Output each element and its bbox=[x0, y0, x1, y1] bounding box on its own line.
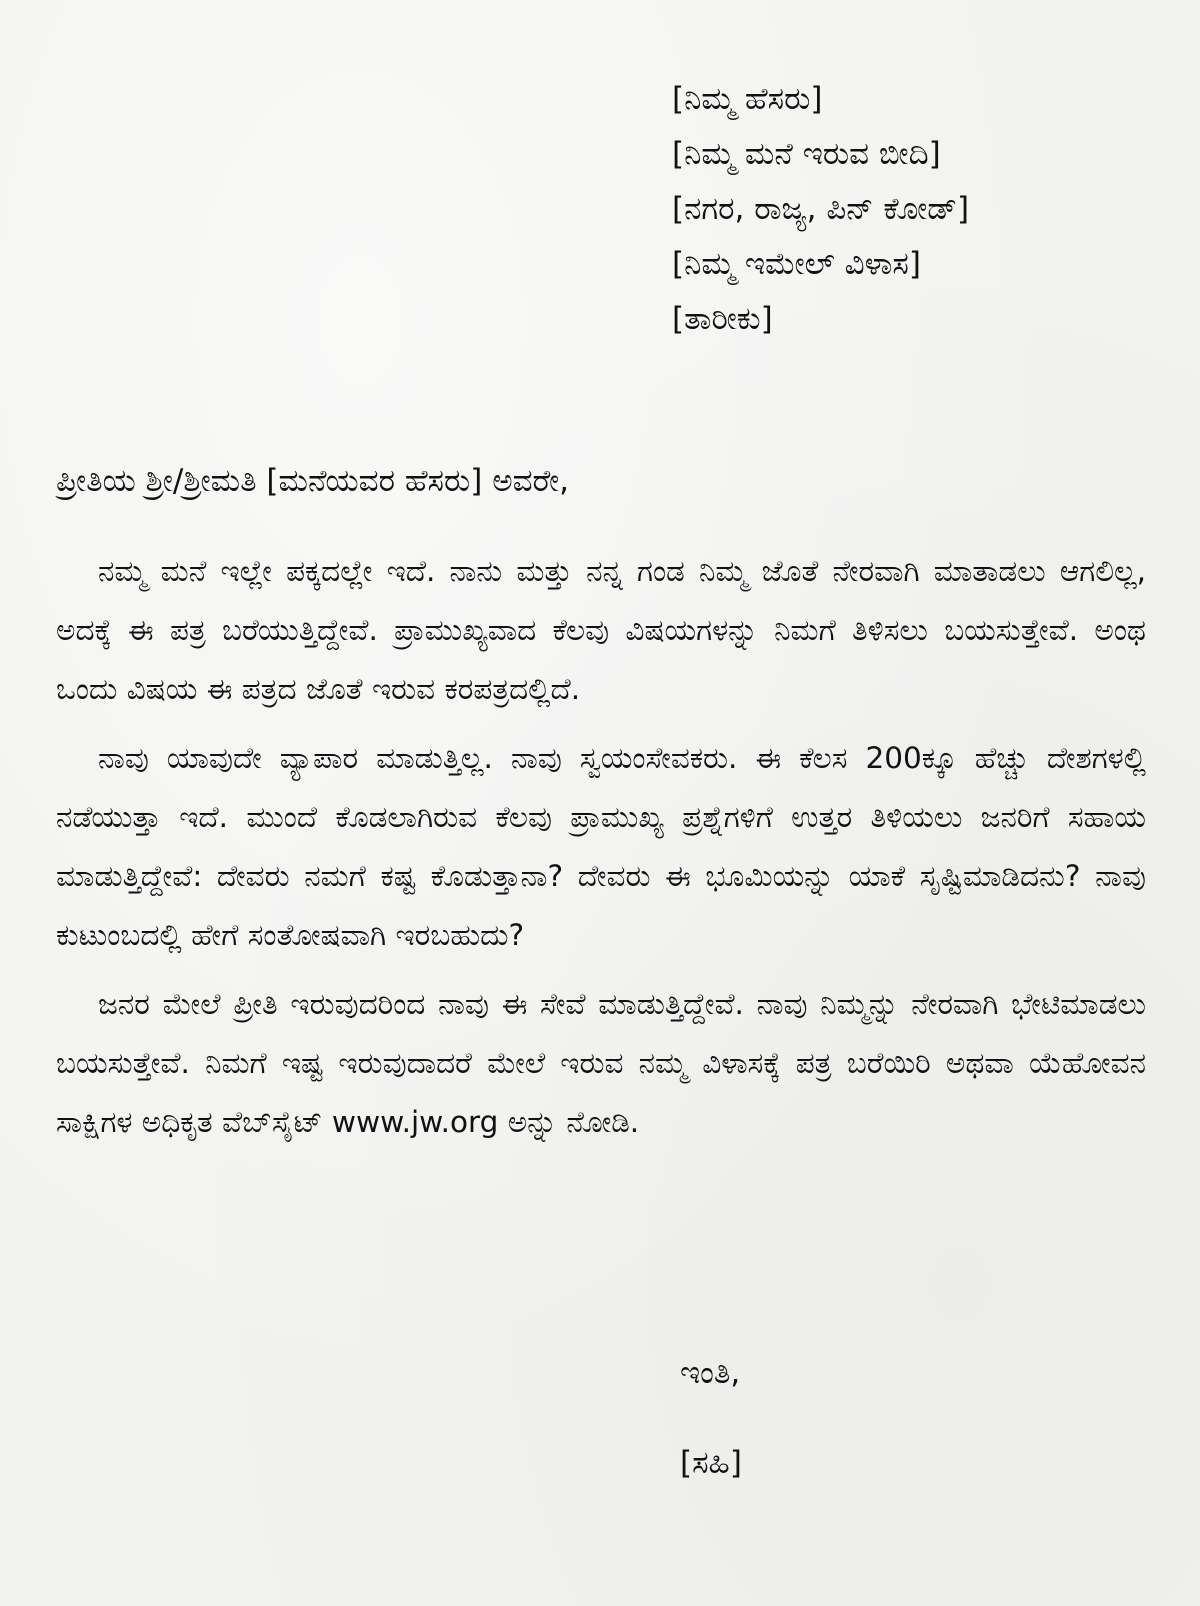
sender-name: [ನಿಮ್ಮ ಹೆಸರು] bbox=[672, 81, 823, 117]
signature-placeholder: [ಸಹಿ] bbox=[680, 1445, 742, 1481]
sender-street: [ನಿಮ್ಮ ಮನೆ ಇರುವ ಬೀದಿ] bbox=[672, 136, 941, 172]
body-paragraph-3: ಜನರ ಮೇಲೆ ಪ್ರೀತಿ ಇರುವುದರಿಂದ ನಾವು ಈ ಸೇವೆ ಮಾಡುತ್ತಿದ್ದೇವೆ. ನಾವು ನಿಮ್ಮನ್ನು ನೇರವಾಗಿ ಭೇಟಿಮಾಡಲು ಬಯಸುತ್ತೇವೆ. ನಿಮಗೆ ಇಷ್ಟ ಇರುವುದಾದರೆ ಮೇಲೆ ಇರುವ ನಮ್ಮ ವಿಳಾಸಕ್ಕೆ ಪತ್ರ ಬರೆಯಿರಿ ಅಥವಾ ಯೆಹೋವನ ಸಾಕ್ಷಿಗಳ ಅಧಿಕೃತ ವೆಬ್‌ಸೈಟ್ www.jw.org ಅನ್ನು ನೋಡಿ. bbox=[56, 987, 1146, 1139]
body-paragraph-1: ನಮ್ಮ ಮನೆ ಇಲ್ಲೇ ಪಕ್ಕದಲ್ಲೇ ಇದೆ. ನಾನು ಮತ್ತು ನನ್ನ ಗಂಡ ನಿಮ್ಮ ಜೊತೆ ನೇರವಾಗಿ ಮಾತಾಡಲು ಆಗಲಿಲ್ಲ, ಅದಕ್ಕೆ ಈ ಪತ್ರ ಬರೆಯುತ್ತಿದ್ದೇವೆ. ಪ್ರಾಮುಖ್ಯವಾದ ಕೆಲವು ವಿಷಯಗಳನ್ನು ನಿಮಗೆ ತಿಳಿಸಲು ಬಯಸುತ್ತೇವೆ. ಅಂಥ ಒಂದು ವಿಷಯ ಈ ಪತ್ರದ ಜೊತೆ ಇರುವ ಕರಪತ್ರದಲ್ಲಿದೆ. bbox=[56, 554, 1146, 706]
sender-address-block bbox=[672, 72, 969, 347]
sender-email: [ನಿಮ್ಮ ಇಮೇಲ್ ವಿಳಾಸ] bbox=[672, 246, 921, 282]
sender-city-state-pin: [ನಗರ, ರಾಜ್ಯ, ಪಿನ್ ಕೋಡ್] bbox=[672, 191, 970, 227]
letter-date: [ತಾರೀಕು] bbox=[672, 301, 773, 337]
letter-body bbox=[56, 542, 1146, 1162]
closing: ಇಂತಿ, bbox=[680, 1355, 741, 1391]
salutation: ಪ್ರೀತಿಯ ಶ್ರೀ/ಶ್ರೀಮತಿ [ಮನೆಯವರ ಹೆಸರು] ಅವರೇ, bbox=[56, 463, 569, 499]
body-paragraph-2: ನಾವು ಯಾವುದೇ ವ್ಯಾಪಾರ ಮಾಡುತ್ತಿಲ್ಲ. ನಾವು ಸ್ವಯಂಸೇವಕರು. ಈ ಕೆಲಸ 200ಕ್ಕೂ ಹೆಚ್ಚು ದೇಶಗಳಲ್ಲಿ ನಡೆಯುತ್ತಾ ಇದೆ. ಮುಂದೆ ಕೊಡಲಾಗಿರುವ ಕೆಲವು ಪ್ರಾಮುಖ್ಯ ಪ್ರಶ್ನೆಗಳಿಗೆ ಉತ್ತರ ತಿಳಿಯಲು ಜನರಿಗೆ ಸಹಾಯ ಮಾಡುತ್ತಿದ್ದೇವೆ: ದೇವರು ನಮಗೆ ಕಷ್ಟ ಕೊಡುತ್ತಾನಾ? ದೇವರು ಈ ಭೂಮಿಯನ್ನು ಯಾಕೆ ಸೃಷ್ಟಿಮಾಡಿದನು? ನಾವು ಕುಟುಂಬದಲ್ಲಿ ಹೇಗೆ ಸಂತೋಷವಾಗಿ ಇರಬಹುದು? bbox=[56, 741, 1146, 952]
